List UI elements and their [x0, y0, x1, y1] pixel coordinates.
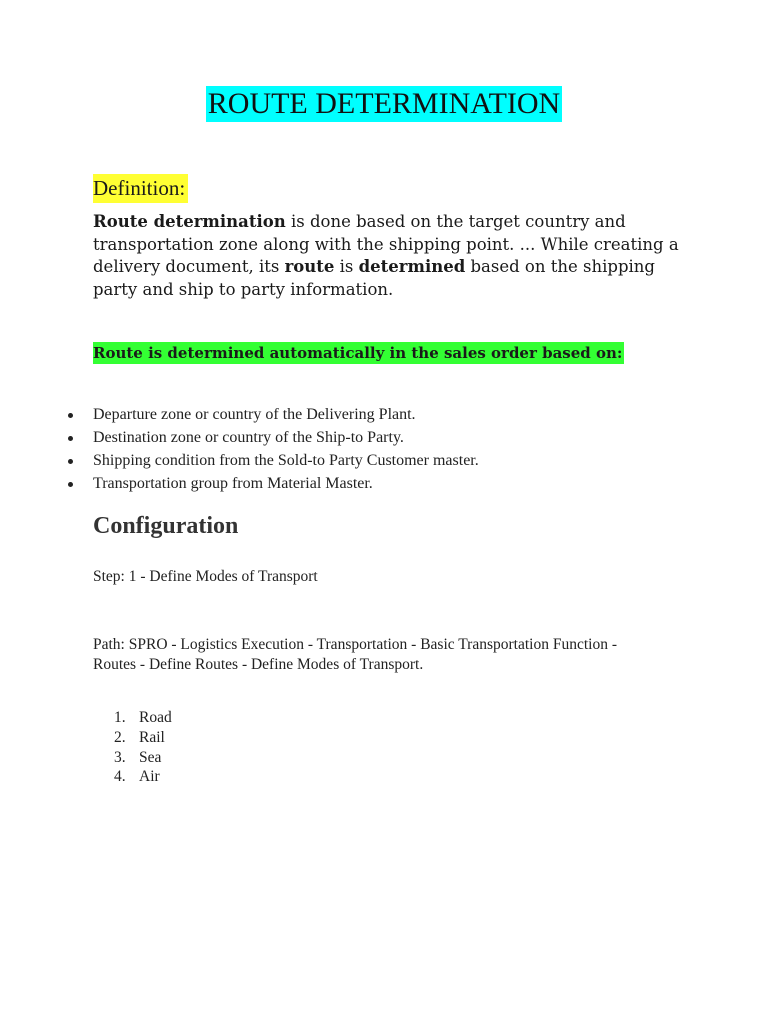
list-item	[0, 472, 768, 495]
definition-text-2: is	[334, 257, 359, 276]
definition-text-3: based on the shipping party and ship to party information.	[93, 257, 655, 299]
definition-bold-2: route	[284, 257, 335, 276]
bullet-dot-icon	[68, 459, 73, 464]
mode-label: Rail	[139, 728, 165, 746]
definition-heading: Definition:	[93, 174, 188, 203]
list-item	[0, 767, 172, 787]
list-item	[0, 403, 768, 426]
definition-paragraph	[93, 211, 683, 301]
mode-label: Road	[139, 709, 172, 726]
list-item	[0, 449, 768, 472]
path-text: Path: SPRO - Logistics Execution - Transportation - Basic Transportation Function - Routes - Define Routes - Define Modes of Transport.	[93, 636, 617, 673]
highlight-sentence: Route is determined automatically in the sales order based on:	[93, 344, 623, 362]
configuration-heading: Configuration	[93, 513, 239, 539]
mode-label: Sea	[139, 748, 162, 766]
list-item-text: Transportation group from Material Master.	[93, 475, 373, 492]
bullet-dot-icon	[68, 413, 73, 418]
definition-bold-3: determined	[358, 257, 466, 276]
list-item-text: Shipping condition from the Sold-to Party Customer master.	[93, 452, 479, 469]
list-number: 2.	[114, 728, 126, 746]
step-text: Step: 1 - Define Modes of Transport	[93, 568, 318, 585]
transport-modes-list	[0, 708, 172, 787]
list-number: 3.	[114, 748, 126, 766]
bullet-dot-icon	[68, 482, 73, 487]
list-number: 1.	[114, 709, 126, 726]
definition-text-1: is done based on the target country and transportation zone along with the shipping point. ... While creating a delivery document, its	[93, 212, 679, 276]
list-item	[0, 708, 172, 728]
list-item	[0, 728, 172, 748]
list-item	[0, 748, 172, 768]
definition-bold-1: Route determination	[93, 212, 286, 231]
title-container	[0, 86, 768, 122]
bullet-dot-icon	[68, 436, 73, 441]
mode-label: Air	[139, 768, 160, 786]
list-item-text: Departure zone or country of the Delivering Plant.	[93, 406, 416, 423]
criteria-list	[0, 403, 768, 495]
list-item	[0, 426, 768, 449]
page-title: ROUTE DETERMINATION	[207, 87, 561, 120]
list-item-text: Destination zone or country of the Ship-to Party.	[93, 429, 404, 446]
list-number: 4.	[114, 768, 126, 786]
